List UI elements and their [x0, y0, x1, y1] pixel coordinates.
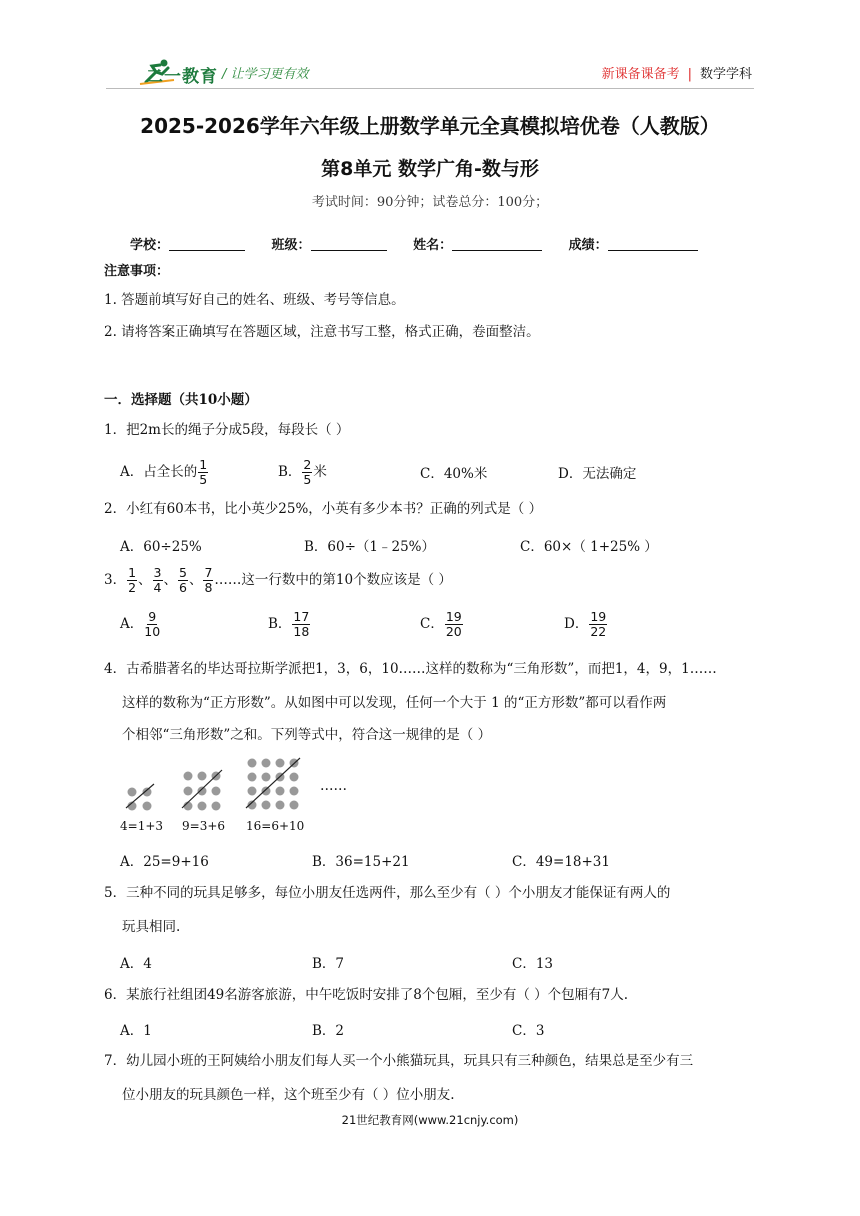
question-4-line-2: 这样的数称为“正方形数”。从如图中可以发现，任何一个大于 1 的“正方形数”都可以看作两 — [122, 695, 667, 711]
figure-label-3: 16=6+10 — [246, 819, 305, 833]
opt-letter: D． — [564, 616, 589, 632]
frac-den: 2 — [128, 580, 137, 595]
question-7-line-2: 位小朋友的玩具颜色一样，这个班至少有（ ）位小朋友. — [122, 1087, 455, 1103]
q3-prefix: 3． — [104, 572, 127, 588]
page-title: 2025-2026学年六年级上册数学单元全真模拟培优卷（人教版） — [140, 114, 720, 138]
q1-a-fraction — [198, 458, 208, 487]
q3-frac-4 — [203, 566, 213, 595]
figure-ellipsis: …… — [320, 778, 347, 794]
exam-info: 考试时间：90分钟；试卷总分：100分； — [311, 195, 549, 210]
class-blank[interactable] — [311, 236, 387, 251]
slogan: / 让学习更有效 — [222, 67, 309, 82]
field-label-score: 成绩： — [568, 238, 608, 253]
q3-suffix: ……这一行数中的第10个数应该是（ ） — [214, 572, 452, 588]
question-5-line-2: 玩具相同. — [122, 919, 181, 935]
page-subtitle: 第8单元 数学广角-数与形 — [321, 158, 539, 180]
q1-b-fraction — [302, 458, 312, 487]
question-4-line-1: 4．古希腊著名的毕达哥拉斯学派把1，3，6，10……这样的数称为“三角形数”，而把1，4，9，1…… — [104, 661, 717, 677]
q6-option-b[interactable]: B．2 — [312, 1023, 345, 1039]
score-blank[interactable] — [608, 236, 698, 251]
frac-num: 1 — [199, 457, 208, 472]
frac-den: 20 — [445, 624, 462, 639]
question-4-line-3: 个相邻“三角形数”之和。下列等式中，符合这一规律的是（ ） — [122, 727, 492, 743]
frac-den: 4 — [153, 580, 162, 595]
q1-b-text: B． — [278, 464, 302, 480]
q3-a-fraction — [144, 610, 160, 639]
question-3-stem: 3． $\frac{1}{2}$ 、 $\frac{3}{4}$ 、 $\frac{5}{6}$ 、 $\frac{7}{8}$ ……这一行数中的第10个数应该是（ ） — [104, 565, 452, 595]
q3-option-b[interactable] — [268, 610, 311, 639]
note-1: 1. 答题前填写好自己的姓名、班级、考号等信息。 — [104, 292, 405, 308]
frac-den: 10 — [144, 624, 161, 639]
question-6-stem: 6．某旅行社组团49名游客旅游，中午吃饭时安排了8个包厢，至少有（ ）个包厢有7人. — [104, 987, 629, 1003]
section-heading: 一．选择题（共10小题） — [104, 392, 258, 408]
question-5-line-1: 5．三种不同的玩具足够多，每位小朋友任选两件，那么至少有（ ）个小朋友才能保证有两人的 — [104, 885, 671, 901]
q5-option-c[interactable]: C．13 — [512, 956, 554, 972]
q1-b-unit: 米 — [313, 464, 327, 480]
frac-den: 6 — [179, 580, 187, 595]
info-fields — [130, 234, 698, 253]
frac-den: 5 — [199, 472, 208, 487]
school-blank[interactable] — [169, 236, 245, 251]
frac-num: 17 — [293, 609, 310, 624]
frac-den: 8 — [204, 580, 213, 595]
q2-option-c[interactable]: C．60×（ 1+25% ） — [520, 539, 658, 555]
header-separator: | — [687, 67, 692, 82]
q1-option-a[interactable] — [120, 458, 209, 487]
q3-option-d[interactable] — [564, 610, 608, 639]
q1-option-d[interactable]: D．无法确定 — [558, 466, 637, 482]
page-footer[interactable]: 21世纪教育网(www.21cnjy.com) — [341, 1113, 519, 1127]
q4-option-a[interactable]: A．25=9+16 — [120, 854, 209, 870]
notice-title: 注意事项： — [104, 264, 170, 279]
header-subject: 数学学科 — [699, 67, 752, 82]
q1-a-text: A．占全长的 — [120, 464, 198, 480]
q3-d-fraction — [589, 610, 607, 639]
field-label-school: 学校： — [130, 238, 170, 253]
field-label-class: 班级： — [271, 238, 311, 253]
note-2: 2. 请将答案正确填写在答题区域，注意书写工整，格式正确，卷面整洁。 — [104, 324, 540, 340]
frac-num: 19 — [445, 609, 462, 624]
question-1-stem: 1．把2m长的绳子分成5段，每段长（ ） — [104, 422, 350, 438]
q6-option-c[interactable]: C．3 — [512, 1023, 545, 1039]
frac-num: 7 — [204, 565, 213, 580]
q6-option-a[interactable]: A．1 — [120, 1023, 152, 1039]
opt-letter: B． — [268, 616, 292, 632]
question-2-stem: 2．小红有60本书，比小英少25%，小英有多少本书？正确的列式是（ ） — [104, 501, 543, 517]
q4-option-b[interactable]: B．36=15+21 — [312, 854, 410, 870]
frac-den: 18 — [293, 624, 310, 639]
frac-num: 1 — [128, 565, 137, 580]
question-7-line-1: 7．幼儿园小班的王阿姨给小朋友们每人买一个小熊猫玩具，玩具只有三种颜色，结果总是至少有三 — [104, 1053, 694, 1069]
frac-num: 19 — [590, 609, 607, 624]
q4-option-c[interactable]: C．49=18+31 — [512, 854, 610, 870]
q3-frac-1 — [127, 566, 137, 595]
frac-num: 2 — [303, 457, 312, 472]
q1-option-b[interactable] — [278, 458, 327, 487]
frac-num: 5 — [179, 565, 187, 580]
q5-option-a[interactable]: A．4 — [120, 956, 152, 972]
frac-num: 3 — [153, 565, 162, 580]
header-tag: 新课备课备考 — [601, 67, 680, 82]
q2-option-b[interactable]: B．60÷（1﹣25%） — [304, 539, 436, 555]
q3-c-fraction — [445, 610, 463, 639]
header-right — [602, 63, 752, 82]
q3-option-a[interactable] — [120, 610, 161, 639]
dots-2x2 — [128, 788, 152, 811]
figure-label-1: 4=1+3 — [120, 819, 164, 833]
frac-den: 5 — [303, 472, 312, 487]
q2-option-a[interactable]: A．60÷25% — [120, 539, 202, 555]
q1-option-c[interactable]: C．40%米 — [420, 466, 488, 482]
q5-option-b[interactable]: B．7 — [312, 956, 345, 972]
opt-letter: C． — [420, 616, 444, 632]
q3-frac-2 — [153, 566, 163, 595]
frac-den: 22 — [590, 624, 607, 639]
field-label-name: 姓名： — [413, 238, 453, 253]
figure-label-2: 9=3+6 — [182, 819, 226, 833]
opt-letter: A． — [120, 616, 144, 632]
q3-option-c[interactable] — [420, 610, 464, 639]
brand-name: 二一教育 — [146, 67, 218, 87]
frac-num: 9 — [148, 609, 157, 624]
q3-frac-3 — [178, 566, 188, 595]
name-blank[interactable] — [452, 236, 542, 251]
q3-b-fraction — [292, 610, 310, 639]
header-divider — [106, 88, 754, 89]
